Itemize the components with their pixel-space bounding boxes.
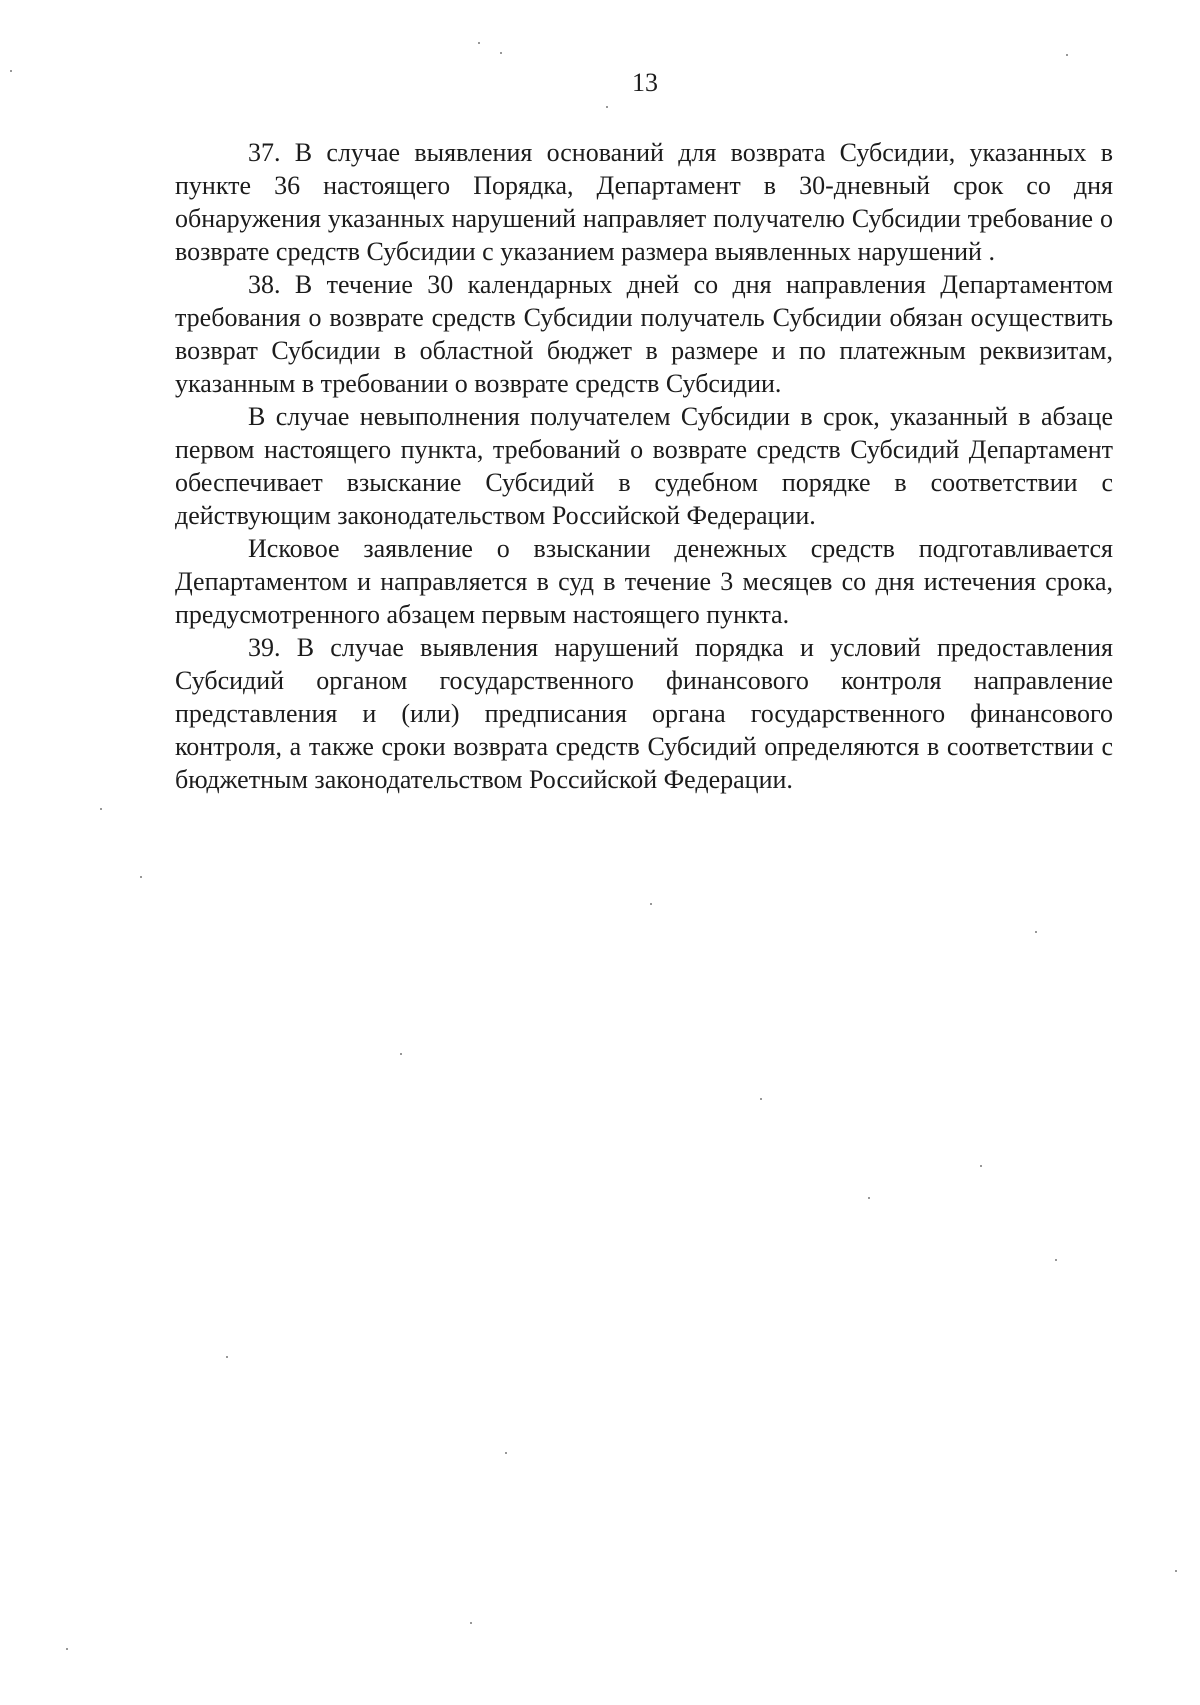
- scan-speck: [868, 1197, 870, 1199]
- paragraph-37: 37. В случае выявления оснований для возврата Субсидии, указанных в пункте 36 настоящего Порядка, Департамент в 30-дневный срок со дня обнаружения указанных нарушений направляет получателю Субсидии требование о возврате средств Субсидии с указанием размера выявленных нарушений .: [175, 138, 1113, 266]
- scan-speck: [140, 876, 142, 878]
- scan-speck: [1175, 1570, 1177, 1572]
- document-body: [175, 136, 1113, 796]
- scan-speck: [606, 106, 608, 108]
- scan-speck: [505, 1452, 507, 1454]
- scan-speck: [478, 42, 480, 44]
- scan-speck: [1066, 54, 1068, 56]
- scan-speck: [980, 1165, 982, 1167]
- paragraph-38-second: В случае невыполнения получателем Субсидии в срок, указанный в абзаце первом настоящего пункта, требований о возврате средств Субсидий Департамент обеспечивает взыскание Субсидий в судебном порядке в соответствии с действующим законодательством Российской Федерации.: [175, 402, 1113, 530]
- paragraph-38-third: Исковое заявление о взыскании денежных средств подготавливается Департаментом и направляется в суд в течение 3 месяцев со дня истечения срока, предусмотренного абзацем первым настоящего пункта.: [175, 534, 1113, 629]
- scan-speck: [400, 1053, 402, 1055]
- page-number: 13: [632, 68, 658, 97]
- scan-speck: [1035, 931, 1037, 933]
- scan-speck: [650, 903, 652, 905]
- scan-speck: [500, 52, 502, 54]
- scan-speck: [100, 808, 102, 810]
- scan-speck: [226, 1356, 228, 1358]
- scan-speck: [66, 1648, 68, 1650]
- scan-speck: [10, 70, 12, 72]
- scan-speck: [470, 1622, 472, 1624]
- scan-speck: [760, 1098, 762, 1100]
- paragraph-39: 39. В случае выявления нарушений порядка и условий предоставления Субсидий органом государственного финансового контроля направление представления и (или) предписания органа государственного финансового контроля, а также сроки возврата средств Субсидий определяются в соответствии с бюджетным законодательством Российской Федерации.: [175, 633, 1113, 794]
- paragraph-38: 38. В течение 30 календарных дней со дня направления Департаментом требования о возврате средств Субсидии получатель Субсидии обязан осуществить возврат Субсидии в областной бюджет в размере и по платежным реквизитам, указанным в требовании о возврате средств Субсидии.: [175, 270, 1113, 398]
- scan-speck: [1055, 1259, 1057, 1261]
